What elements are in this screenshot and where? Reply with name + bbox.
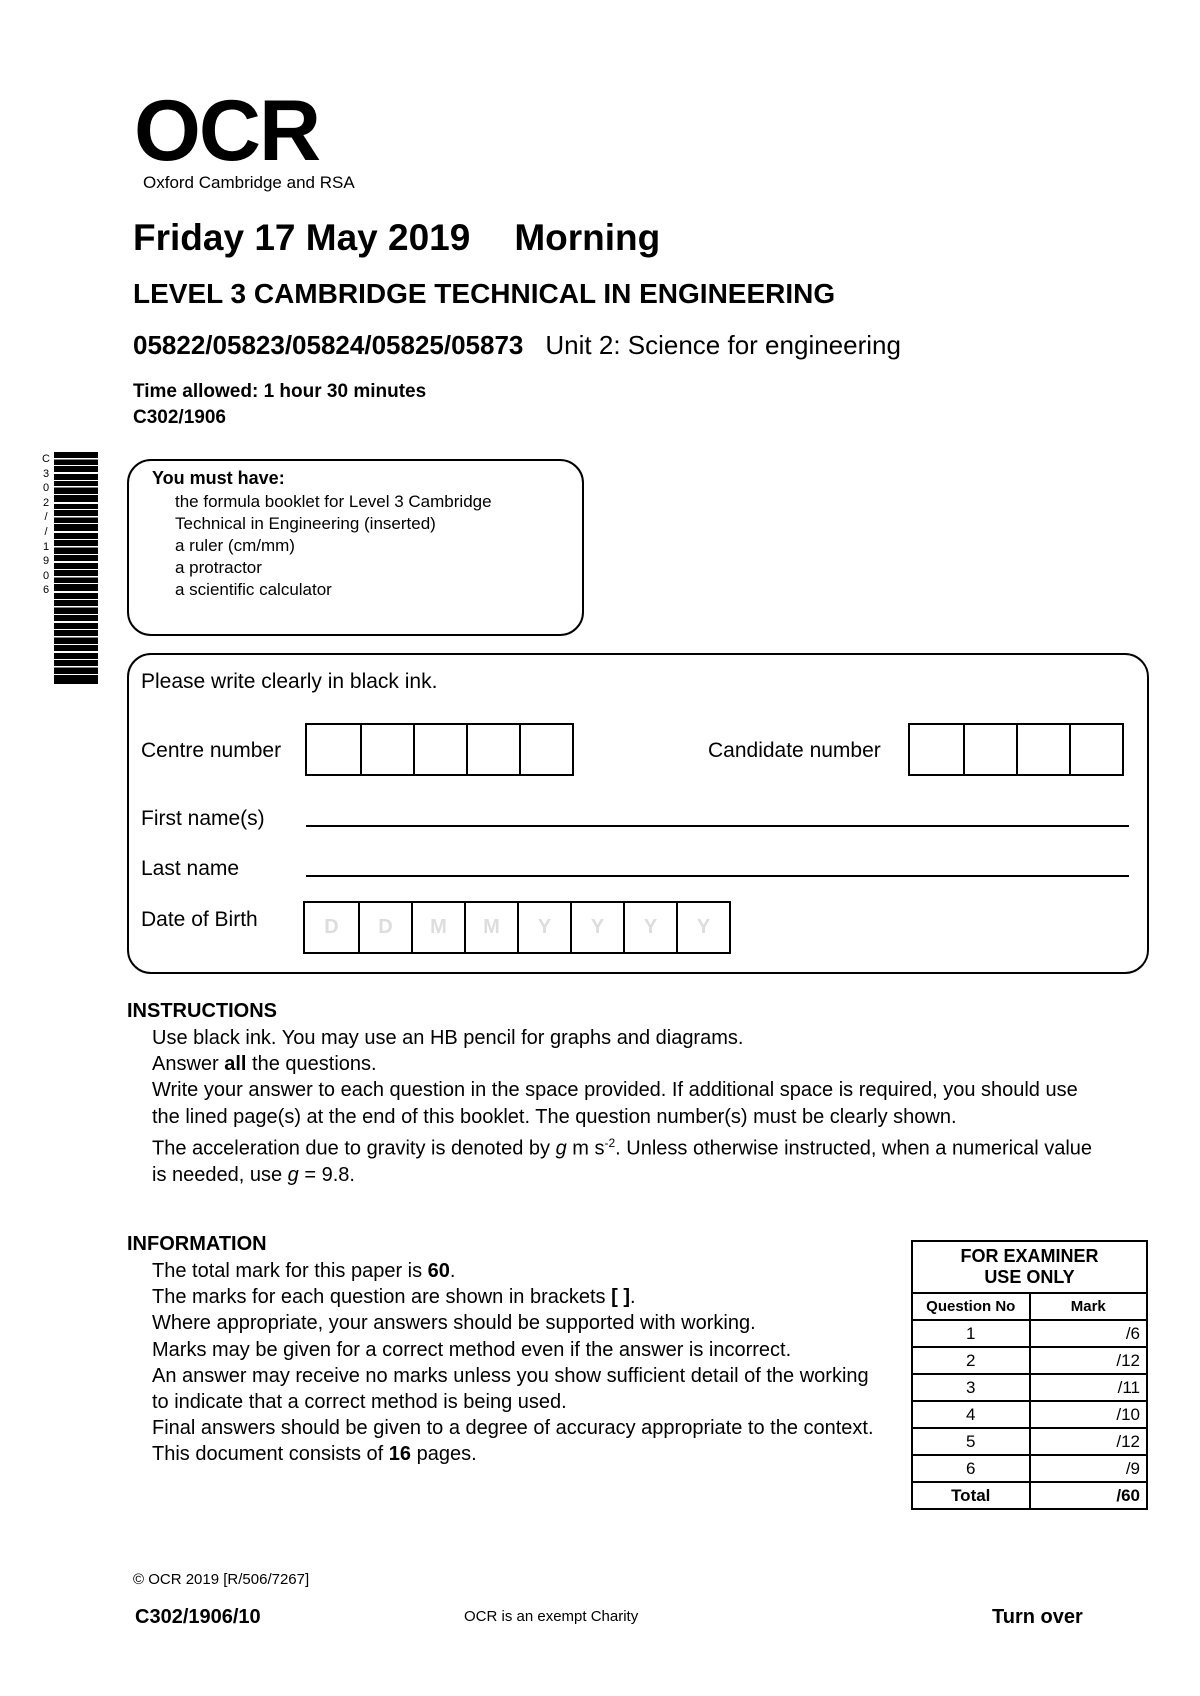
footer-charity: OCR is an exempt Charity [464,1608,639,1625]
information-line: The total mark for this paper is 60. [152,1260,456,1282]
total-label: Total [912,1482,1030,1509]
table-row [912,1320,1147,1347]
question-number: 4 [912,1401,1030,1428]
information-line: Marks may be given for a correct method even if the answer is incorrect. [152,1338,792,1361]
dob-cell[interactable]: D [358,903,411,952]
instructions-body [152,1025,1097,1188]
table-row [912,1401,1147,1428]
dob-cell[interactable]: M [411,903,464,952]
first-name-field[interactable] [306,825,1129,827]
information-heading: INFORMATION [127,1233,267,1255]
candidate-number-cell[interactable] [1069,725,1122,774]
barcode-digits [40,452,52,598]
list-item: the formula booklet for Level 3 Cambridge [175,492,492,511]
examiner-table [911,1240,1148,1510]
footer-paper-code: C302/1906/10 [135,1606,261,1628]
dob-cell[interactable]: M [464,903,517,952]
question-mark: /9 [1030,1455,1148,1482]
table-row [912,1455,1147,1482]
barcode-digit: 9 [42,555,50,568]
barcode-digit: C [42,453,50,465]
centre-number-field[interactable] [305,723,574,776]
dob-cell[interactable]: Y [623,903,676,952]
must-have-title: You must have: [152,468,285,488]
must-have-list [175,491,492,601]
table-row [912,1374,1147,1401]
question-number: 6 [912,1455,1030,1482]
list-item: a protractor [175,558,262,577]
information-line: Where appropriate, your answers should be supported with working. [152,1312,756,1335]
dob-cell[interactable]: Y [676,903,729,952]
table-row [912,1482,1147,1509]
barcode-digit: 6 [42,584,50,597]
question-mark: /12 [1030,1347,1148,1374]
table-row [912,1347,1147,1374]
centre-number-cell[interactable] [413,725,466,774]
exam-session: Morning [514,217,661,258]
total-mark: /60 [1030,1482,1148,1509]
barcode-digit: 2 [42,496,50,509]
unit-title: Unit 2: Science for engineering [545,330,901,360]
unit-line [133,331,901,360]
turn-over: Turn over [992,1606,1083,1628]
candidate-number-cell[interactable] [963,725,1016,774]
paper-code: C302/1906 [133,407,226,428]
list-item: a ruler (cm/mm) [175,536,295,555]
centre-number-cell[interactable] [307,725,360,774]
barcode-digit: 0 [42,569,50,582]
dob-cell[interactable]: Y [517,903,570,952]
dob-cell[interactable]: Y [570,903,623,952]
exam-date: Friday 17 May 2019 [133,217,471,258]
information-line: Final answers should be given to a degree of accuracy appropriate to the context. [152,1417,874,1440]
centre-number-cell[interactable] [360,725,413,774]
mark-header: Mark [1030,1293,1148,1320]
barcode-digit: 1 [42,540,50,553]
list-item: a scientific calculator [175,580,332,599]
ocr-logo: OCR [134,83,320,179]
instruction-line: Use black ink. You may use an HB pencil for graphs and diagrams. [152,1027,744,1049]
barcode-digit: 3 [42,467,50,480]
information-body [152,1258,887,1468]
information-line: An answer may receive no marks unless you show sufficient detail of the working to indicate that a correct method is being used. [152,1364,869,1414]
time-allowed: Time allowed: 1 hour 30 minutes [133,381,427,402]
copyright: © OCR 2019 [R/506/7267] [133,1571,310,1588]
exam-date-line [133,218,660,259]
last-name-label: Last name [141,857,240,880]
date-of-birth-field[interactable] [303,901,731,954]
candidate-number-field[interactable] [908,723,1124,776]
table-row [912,1428,1147,1455]
dob-cell[interactable]: D [324,916,339,938]
information-line: This document consists of 16 pages. [152,1443,477,1466]
question-number: 3 [912,1374,1030,1401]
question-number: 2 [912,1347,1030,1374]
question-no-header: Question No [912,1293,1030,1320]
instruction-line: Answer all the questions. [152,1053,377,1076]
unit-codes: 05822/05823/05824/05825/05873 [133,330,524,360]
question-mark: /10 [1030,1401,1148,1428]
ocr-logo-subtitle: Oxford Cambridge and RSA [143,173,355,192]
question-mark: /6 [1030,1320,1148,1347]
barcode-digit: / [44,511,48,524]
instructions-heading: INSTRUCTIONS [127,1000,277,1022]
barcode-digit: 0 [42,482,50,495]
instruction-line: Write your answer to each question in the space provided. If additional space is required, you should use the lined page(s) at the end of this booklet. The question number(s) must be clearly shown. [152,1079,1078,1128]
candidate-number-label: Candidate number [708,739,881,762]
question-number: 1 [912,1320,1030,1347]
question-number: 5 [912,1428,1030,1455]
centre-number-label: Centre number [141,739,282,762]
barcode-icon [54,452,98,684]
barcode-digit: / [44,525,48,538]
centre-number-cell[interactable] [519,725,572,774]
qualification-title: LEVEL 3 CAMBRIDGE TECHNICAL IN ENGINEERING [133,278,836,309]
centre-number-cell[interactable] [466,725,519,774]
instruction-line: The acceleration due to gravity is denoted by g m $s^{-2}$. Unless otherwise instructed, when a numerical value is needed, use g = 9.8. [152,1135,1093,1186]
examiner-table-title: FOR EXAMINER USE ONLY [912,1241,1147,1293]
date-of-birth-label: Date of Birth [141,908,258,931]
information-line: The marks for each question are shown in brackets [ ]. [152,1286,636,1309]
list-item: Technical in Engineering (inserted) [175,514,436,533]
candidate-number-cell[interactable] [910,725,963,774]
first-name-label: First name(s) [141,807,265,830]
last-name-field[interactable] [306,875,1129,877]
question-mark: /11 [1030,1374,1148,1401]
write-clearly-note: Please write clearly in black ink. [141,670,438,693]
question-mark: /12 [1030,1428,1148,1455]
candidate-number-cell[interactable] [1016,725,1069,774]
